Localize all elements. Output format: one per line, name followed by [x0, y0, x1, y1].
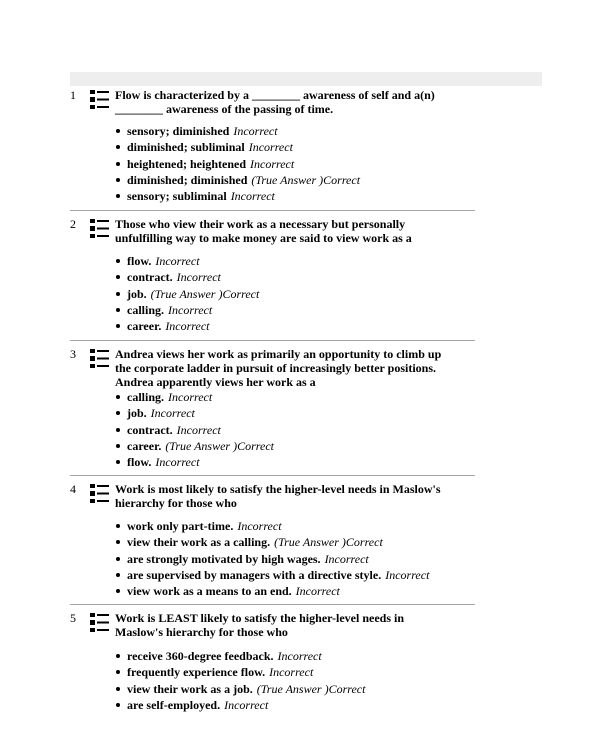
option-text: diminished; subliminal: [127, 140, 245, 155]
option-result: Incorrect: [230, 189, 275, 204]
question-stem: Work is most likely to satisfy the higher-level needs in Maslow's hierarchy for those who: [115, 482, 441, 510]
option-text: receive 360-degree feedback.: [127, 649, 274, 663]
answer-option: [115, 253, 259, 269]
option-text: are strongly motivated by high wages.: [127, 551, 321, 566]
question-number: 4: [70, 482, 76, 496]
answer-list: [115, 253, 259, 334]
answer-option: [115, 697, 365, 713]
option-text: job.: [127, 406, 147, 421]
option-text: contract.: [127, 422, 173, 437]
answer-option: [115, 188, 360, 204]
option-result: Incorrect: [176, 270, 221, 285]
option-result: (True Answer )Correct: [150, 286, 260, 301]
answer-option: [115, 269, 259, 285]
answer-option: [115, 664, 365, 680]
answer-list: [115, 518, 429, 599]
question-divider: [70, 340, 475, 341]
multiple-choice-list-icon: [90, 218, 110, 240]
option-text: flow.: [127, 254, 152, 268]
option-text: calling.: [127, 302, 165, 317]
option-result: Incorrect: [155, 455, 200, 470]
option-text: sensory; subliminal: [127, 189, 227, 204]
option-text: job.: [127, 286, 147, 301]
option-text: work only part-time.: [127, 519, 234, 533]
answer-option: [115, 302, 259, 318]
question-number: 3: [70, 347, 76, 361]
option-text: career.: [127, 438, 162, 453]
option-result: Incorrect: [237, 519, 282, 533]
option-result: (True Answer )Correct: [274, 535, 383, 550]
option-result: Incorrect: [150, 406, 195, 421]
answer-option: [115, 389, 274, 405]
answer-option: [115, 534, 429, 550]
question-stem: Those who view their work as a necessary but personally unfulfilling way to make money are said to view work as a: [115, 217, 412, 245]
question-stem: Flow is characterized by a ________ awareness of self and a(n) ________ awareness of the passing of time.: [115, 88, 435, 116]
answer-option: [115, 648, 365, 664]
answer-option: [115, 583, 429, 599]
question-stem: Andrea views her work as primarily an opportunity to climb up the corporate ladder in pursuit of increasingly better positions. Andrea apparently views her work as a: [115, 347, 442, 389]
multiple-choice-list-icon: [90, 89, 110, 111]
option-result: Incorrect: [248, 140, 293, 155]
option-result: Incorrect: [168, 390, 213, 404]
answer-option: [115, 551, 429, 567]
answer-option: [115, 438, 274, 454]
option-result: Incorrect: [250, 156, 295, 171]
question-number: 5: [70, 611, 76, 625]
option-result: Incorrect: [295, 584, 340, 599]
answer-option: [115, 172, 360, 188]
option-result: Incorrect: [168, 302, 213, 317]
multiple-choice-list-icon: [90, 612, 110, 634]
option-result: Incorrect: [324, 551, 369, 566]
answer-option: [115, 405, 274, 421]
question-divider: [70, 475, 475, 476]
option-result: Incorrect: [277, 649, 322, 663]
option-result: Incorrect: [269, 665, 314, 680]
answer-option: [115, 139, 360, 155]
answer-option: [115, 518, 429, 534]
answer-list: [115, 123, 360, 204]
answer-option: [115, 318, 259, 334]
option-result: (True Answer )Correct: [256, 681, 366, 696]
option-result: Incorrect: [165, 319, 210, 334]
answer-option: [115, 454, 274, 470]
answer-option: [115, 156, 360, 172]
option-text: view their work as a calling.: [127, 535, 271, 550]
option-result: Incorrect: [176, 422, 221, 437]
answer-option: [115, 681, 365, 697]
option-text: are self-employed.: [127, 697, 221, 712]
option-result: Incorrect: [224, 697, 269, 712]
header-bar: [70, 72, 542, 86]
option-text: heightened; heightened: [127, 156, 247, 171]
option-text: sensory; diminished: [127, 124, 230, 138]
option-text: career.: [127, 319, 162, 334]
option-result: Incorrect: [385, 567, 430, 582]
answer-list: [115, 648, 365, 713]
question-stem: Work is LEAST likely to satisfy the higher-level needs in Maslow's hierarchy for those who: [115, 611, 405, 639]
question-divider: [70, 210, 475, 211]
option-text: contract.: [127, 270, 173, 285]
option-text: view their work as a job.: [127, 681, 253, 696]
option-result: (True Answer )Correct: [165, 438, 274, 453]
question-number: 1: [70, 88, 76, 102]
option-text: diminished; diminished: [127, 172, 248, 187]
answer-option: [115, 123, 360, 139]
answer-option: [115, 567, 429, 583]
option-text: frequently experience flow.: [127, 665, 266, 680]
option-result: (True Answer )Correct: [251, 172, 361, 187]
question-number: 2: [70, 217, 76, 231]
question-divider: [70, 604, 475, 605]
option-text: calling.: [127, 390, 165, 404]
option-result: Incorrect: [155, 254, 200, 268]
multiple-choice-list-icon: [90, 483, 110, 505]
answer-list: [115, 389, 274, 470]
answer-option: [115, 286, 259, 302]
option-text: are supervised by managers with a directive style.: [127, 567, 382, 582]
option-text: flow.: [127, 455, 152, 470]
multiple-choice-list-icon: [90, 348, 110, 370]
option-result: Incorrect: [233, 124, 278, 138]
answer-option: [115, 422, 274, 438]
option-text: view work as a means to an end.: [127, 584, 292, 599]
